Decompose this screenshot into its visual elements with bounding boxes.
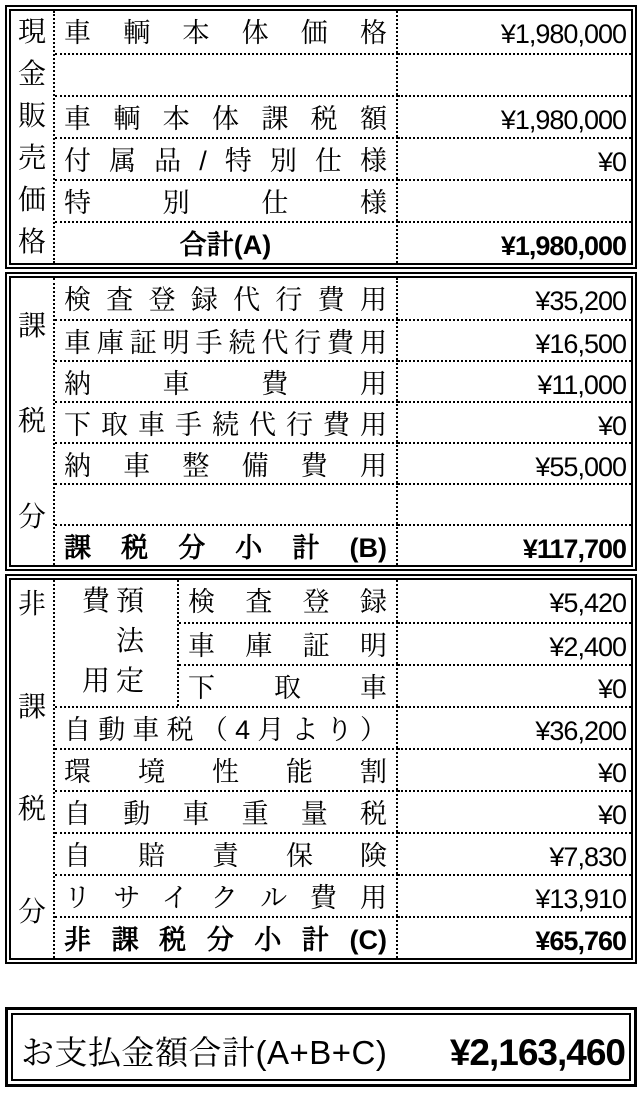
side-char: 格 xyxy=(17,226,46,257)
side-char: 価 xyxy=(17,184,46,215)
side-char: 非 xyxy=(17,588,46,619)
row-value-compulsory-insurance: ¥7,830 xyxy=(398,832,631,874)
row-value-vehicle-base-price: ¥1,980,000 xyxy=(500,19,626,49)
row-label-environmental-performance-levy: 環境性能割 xyxy=(55,748,398,790)
row-value-inspection-registration-agency: ¥35,200 xyxy=(535,286,626,316)
group-char: 法 xyxy=(115,625,144,656)
row-value-automobile-tax: ¥36,200 xyxy=(398,706,631,748)
row-label-garage-certificate-agency: 車庫証明手続代行費用 xyxy=(55,319,398,360)
row-label-subtotal-b: 課税分小計(B) xyxy=(55,524,398,565)
side-char: 分 xyxy=(17,895,46,927)
row-label-inspection-registration-agency: 検査登録代行費用 xyxy=(55,278,398,319)
side-label-non-taxable xyxy=(11,580,55,958)
row-label-delivery-preparation-fee: 納車整備費用 xyxy=(55,442,398,483)
row-value-accessories-special: ¥0 xyxy=(398,137,631,179)
row-label-empty xyxy=(55,53,398,95)
row-value-inspection-registration: ¥5,420 xyxy=(549,588,626,618)
side-char: 金 xyxy=(17,58,46,89)
group-char: 費 xyxy=(81,585,110,616)
side-char: 販 xyxy=(17,100,46,131)
row-label-inspection-registration: 検査登録 xyxy=(179,580,398,622)
grand-total-label: お支払金額合計(A+B+C) xyxy=(21,1034,388,1071)
side-char: 税 xyxy=(17,405,46,437)
row-label-delivery-fee: 納車費用 xyxy=(55,360,398,401)
row-value-recycle-fee: ¥13,910 xyxy=(398,874,631,916)
row-label-accessories-special: 付属品/特別仕様 xyxy=(55,137,398,179)
side-label-cash-sale-price xyxy=(11,11,55,263)
side-char: 課 xyxy=(17,309,46,341)
row-value-total-a: ¥1,980,000 xyxy=(398,221,631,263)
row-label-recycle-fee: リサイクル費用 xyxy=(55,874,398,916)
row-label-tradein-procedure-agency: 下取車手続代行費用 xyxy=(55,401,398,442)
deposit-legal-fees-group-label xyxy=(55,580,179,706)
cash-sale-price-section xyxy=(5,5,637,269)
row-value-delivery-fee: ¥11,000 xyxy=(398,360,631,401)
row-value-garage-certificate-agency: ¥16,500 xyxy=(398,319,631,360)
group-char: 預 xyxy=(115,585,144,616)
row-label-automobile-tax: 自動車税（4月より） xyxy=(55,706,398,748)
row-label-total-a: 合計(A) xyxy=(55,221,398,263)
row-value-delivery-preparation-fee: ¥55,000 xyxy=(398,442,631,483)
row-label-special-spec: 特別仕様 xyxy=(55,179,398,221)
side-char: 現 xyxy=(17,16,46,47)
deposit-group-left-column xyxy=(81,587,111,695)
side-char: 課 xyxy=(17,690,46,722)
row-value-empty xyxy=(398,483,631,524)
non-taxable-section xyxy=(5,574,637,964)
row-value-garage-certificate: ¥2,400 xyxy=(398,622,631,664)
group-char: 定 xyxy=(115,665,144,696)
deposit-group-right-column xyxy=(115,587,145,695)
row-label-vehicle-weight-tax: 自動車重量税 xyxy=(55,790,398,832)
row-label-empty xyxy=(55,483,398,524)
row-label-vehicle-taxable-amount: 車輌本体課税額 xyxy=(55,95,398,137)
row-label-compulsory-insurance: 自賠責保険 xyxy=(55,832,398,874)
row-value-tradein: ¥0 xyxy=(398,664,631,706)
side-label-taxable xyxy=(11,278,55,565)
row-label-tradein: 下取車 xyxy=(179,664,398,706)
row-value-empty xyxy=(398,53,631,95)
row-label-vehicle-base-price: 車輌本体価格 xyxy=(55,11,398,53)
row-label-subtotal-c: 非課税分小計(C) xyxy=(55,916,398,958)
side-char: 税 xyxy=(17,793,46,825)
side-char: 売 xyxy=(17,142,46,173)
row-value-environmental-performance-levy: ¥0 xyxy=(398,748,631,790)
row-value-vehicle-weight-tax: ¥0 xyxy=(398,790,631,832)
row-value-subtotal-b: ¥117,700 xyxy=(398,524,631,565)
grand-total-value: ¥2,163,460 xyxy=(449,1032,625,1073)
taxable-section xyxy=(5,272,637,571)
grand-total-box xyxy=(5,1007,637,1087)
group-char: 用 xyxy=(81,665,110,696)
row-value-subtotal-c: ¥65,760 xyxy=(398,916,631,958)
row-value-vehicle-taxable-amount: ¥1,980,000 xyxy=(398,95,631,137)
row-label-garage-certificate: 車庫証明 xyxy=(179,622,398,664)
side-char: 分 xyxy=(17,501,46,533)
row-value-special-spec xyxy=(398,179,631,221)
row-value-tradein-procedure-agency: ¥0 xyxy=(398,401,631,442)
